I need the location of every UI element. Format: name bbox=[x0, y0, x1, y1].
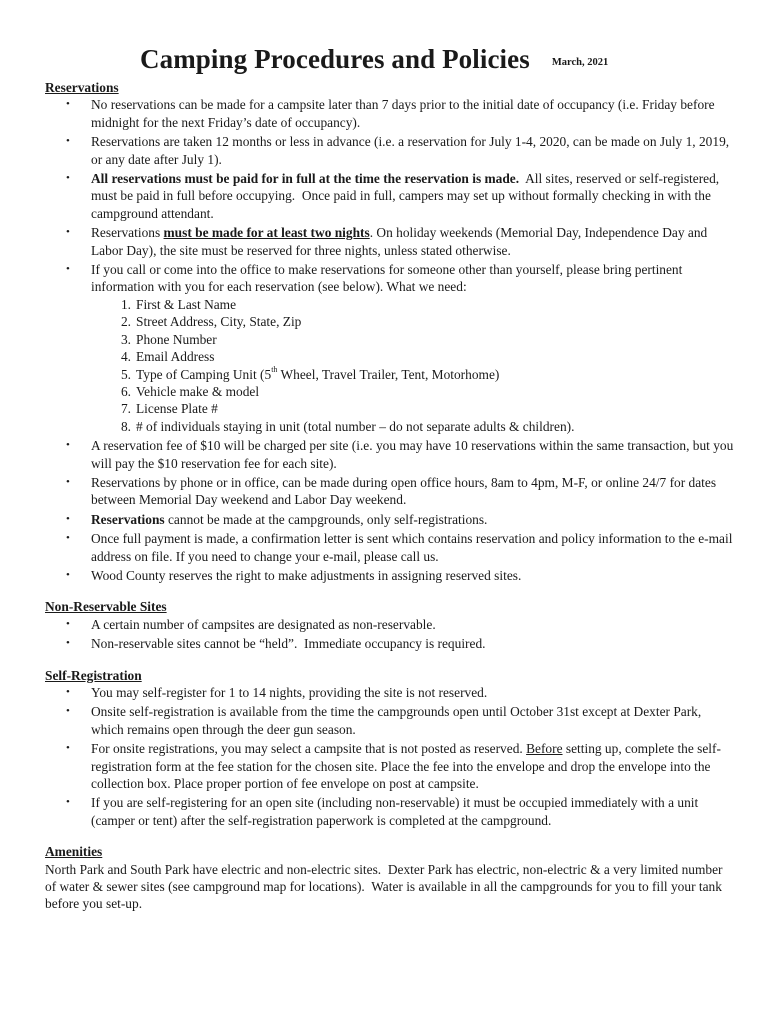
item-text: Wheel, Travel Trailer, Tent, Motorhome) bbox=[277, 366, 500, 382]
bullet-text: . On holiday weekends (Memorial Day, Independence Day and Labor Day), the site must be reserved for three nights, unless stated otherwise. bbox=[91, 225, 708, 258]
section-non-reservable bbox=[45, 598, 735, 652]
list-item bbox=[45, 794, 735, 829]
item-number: 1. bbox=[120, 296, 131, 312]
list-item bbox=[45, 740, 735, 792]
list-item bbox=[45, 567, 735, 584]
item-number: 3. bbox=[120, 331, 131, 347]
item-number: 7. bbox=[120, 401, 131, 417]
bullet-text: Wood County reserves the right to make adjustments in assigning reserved sites. bbox=[91, 567, 522, 583]
item-text: First & Last Name bbox=[136, 296, 237, 312]
section-heading-non-reservable: Non-Reservable Sites bbox=[45, 599, 167, 615]
numbered-item bbox=[91, 296, 735, 313]
bullet-icon: • bbox=[66, 742, 70, 755]
section-amenities bbox=[45, 843, 735, 913]
bullet-text: Non-reservable sites cannot be “held”. Immediate occupancy is required. bbox=[91, 636, 486, 652]
item-number: 5. bbox=[120, 366, 131, 382]
numbered-item bbox=[91, 331, 735, 348]
page-title: Camping Procedures and Policies bbox=[140, 44, 530, 74]
bullet-icon: • bbox=[66, 617, 70, 630]
numbered-item bbox=[91, 313, 735, 330]
reservations-list bbox=[45, 96, 735, 584]
bullet-icon: • bbox=[66, 98, 70, 111]
list-item bbox=[45, 635, 735, 652]
bullet-icon: • bbox=[66, 568, 70, 581]
bullet-icon: • bbox=[66, 475, 70, 488]
item-text: Email Address bbox=[136, 349, 215, 365]
bullet-text: Reservations bbox=[91, 225, 164, 241]
item-number: 6. bbox=[120, 383, 131, 399]
bullet-icon: • bbox=[66, 637, 70, 650]
title-row bbox=[140, 44, 608, 75]
list-item bbox=[45, 437, 735, 472]
bold-text: All reservations must be paid for in full at the time the reservation is made. bbox=[91, 171, 520, 187]
item-number: 4. bbox=[120, 349, 131, 365]
bold-underline-text: must be made for at least two nights bbox=[163, 225, 370, 241]
item-text: # of individuals staying in unit (total number – do not separate adults & children). bbox=[136, 418, 575, 434]
bullet-icon: • bbox=[66, 439, 70, 452]
document-date: March, 2021 bbox=[551, 57, 609, 68]
item-text: Street Address, City, State, Zip bbox=[136, 314, 302, 330]
bullet-text: Reservations are taken 12 months or less in advance (i.e. a reservation for July 1-4, 2020, can be made on July 1, 2019, or any date after July 1). bbox=[91, 134, 730, 167]
underlined-text: Before bbox=[526, 741, 563, 757]
section-heading-amenities: Amenities bbox=[45, 844, 103, 860]
bullet-text: Onsite self-registration is available from the time the campgrounds open until October 31st except at Dexter Park, which remains open through the deer gun season. bbox=[91, 704, 702, 737]
bullet-text: A reservation fee of $10 will be charged per site (i.e. you may have 10 reservations within the same transaction, but you will pay the $10 reservation fee for each site). bbox=[91, 438, 734, 471]
list-item bbox=[45, 530, 735, 565]
bullet-icon: • bbox=[66, 532, 70, 545]
list-item bbox=[45, 474, 735, 509]
bullet-icon: • bbox=[66, 512, 70, 525]
bullet-text: No reservations can be made for a campsite later than 7 days prior to the initial date of occupancy (i.e. Friday before midnight for the next Friday’s date of occupancy). bbox=[91, 97, 715, 130]
section-heading-reservations: Reservations bbox=[45, 80, 119, 95]
bullet-text: All sites, reserved or self-registered, must be paid in full before occupying. Once paid in full, campers may set up without formally checking in with the campground attendant. bbox=[91, 171, 723, 221]
item-text: License Plate # bbox=[136, 401, 218, 417]
list-item bbox=[45, 96, 735, 131]
numbered-item bbox=[91, 400, 735, 417]
bullet-icon: • bbox=[66, 263, 70, 276]
bullet-icon: • bbox=[66, 135, 70, 148]
list-item bbox=[45, 261, 735, 435]
bullet-text: For onsite registrations, you may select a campsite that is not posted as reserved. bbox=[91, 741, 527, 757]
bullet-icon: • bbox=[66, 705, 70, 718]
bullet-text: If you call or come into the office to make reservations for someone other than yourself, please bring pertinent information with you for each reservation (see below). What we need: bbox=[91, 262, 683, 295]
section-reservations bbox=[45, 79, 735, 584]
item-text: Vehicle make & model bbox=[136, 383, 260, 399]
bullet-icon: • bbox=[66, 796, 70, 809]
bullet-text: Once full payment is made, a confirmation letter is sent which contains reservation and policy information to the e-mail address on file. If you need to change your e-mail, please call us. bbox=[91, 531, 733, 564]
list-item bbox=[45, 133, 735, 168]
superscript: th bbox=[271, 365, 278, 375]
bullet-text: Reservations by phone or in office, can be made during open office hours, 8am to 4pm, M-F, or online 24/7 for dates between Memorial Day weekend and Labor Day weekend. bbox=[91, 474, 717, 508]
list-item bbox=[45, 170, 735, 222]
bullet-text: cannot be made at the campgrounds, only self-registrations. bbox=[164, 511, 488, 527]
numbered-item bbox=[91, 366, 735, 383]
document-body bbox=[45, 79, 735, 913]
needs-list bbox=[91, 296, 735, 435]
item-text: Type of Camping Unit (5 bbox=[136, 366, 272, 382]
bullet-text: If you are self-registering for an open site (including non-reservable) it must be occupied immediately with a unit (camper or tent) after the self-registration paperwork is completed at the campground. bbox=[91, 795, 699, 828]
numbered-item bbox=[91, 383, 735, 400]
bullet-icon: • bbox=[66, 226, 70, 239]
list-item bbox=[45, 616, 735, 633]
self-registration-list bbox=[45, 684, 735, 829]
list-item bbox=[45, 703, 735, 738]
bullet-text: You may self-register for 1 to 14 nights, providing the site is not reserved. bbox=[91, 685, 488, 700]
list-item bbox=[45, 511, 735, 528]
item-text: Phone Number bbox=[136, 331, 217, 347]
section-heading-self-registration: Self-Registration bbox=[45, 667, 142, 683]
bullet-icon: • bbox=[66, 686, 70, 698]
item-number: 8. bbox=[120, 418, 131, 434]
non-reservable-list bbox=[45, 616, 735, 653]
section-self-registration bbox=[45, 667, 735, 830]
bullet-icon: • bbox=[66, 172, 70, 185]
list-item bbox=[45, 224, 735, 259]
bullet-text: setting up, complete the self-registration form at the fee station for the chosen site. Place the fee into the envelope and drop the envelope into the collection box. Place proper portion of fee envelope on post at campsite. bbox=[91, 741, 721, 792]
bullet-text: A certain number of campsites are designated as non-reservable. bbox=[91, 616, 436, 632]
list-item bbox=[45, 684, 735, 701]
bold-text: Reservations bbox=[91, 511, 165, 527]
amenities-text: North Park and South Park have electric and non-electric sites. Dexter Park has electric, non-electric & a very limited number of water & sewer sites (see campground map for locations). Water is available in all the campgrounds for you to fill your tank before you set-up. bbox=[45, 861, 726, 912]
numbered-item bbox=[91, 418, 735, 435]
item-number: 2. bbox=[120, 314, 131, 330]
numbered-item bbox=[91, 348, 735, 365]
